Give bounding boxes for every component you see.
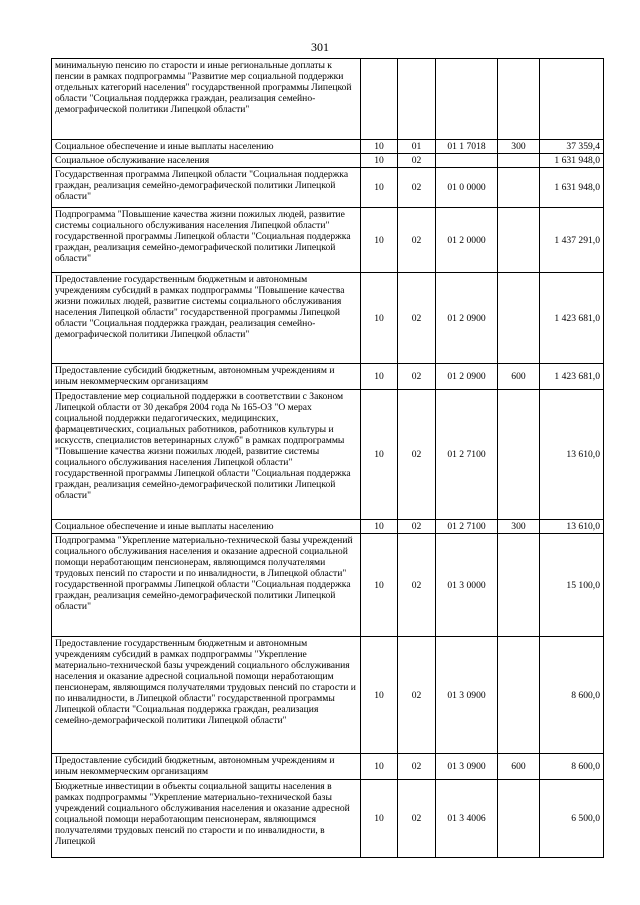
row-subsection: 02 <box>398 273 436 364</box>
row-target-article <box>436 154 498 168</box>
row-amount: 13 610,0 <box>540 520 604 534</box>
row-amount: 13 610,0 <box>540 390 604 520</box>
row-expense-type <box>498 208 540 273</box>
row-name: Социальное обслуживание населения <box>52 154 361 168</box>
row-subsection <box>398 59 436 140</box>
row-section: 10 <box>361 154 398 168</box>
row-amount: 8 600,0 <box>540 637 604 754</box>
row-section: 10 <box>361 534 398 637</box>
row-target-article: 01 2 0900 <box>436 273 498 364</box>
row-target-article: 01 2 7100 <box>436 390 498 520</box>
table-row <box>52 754 604 780</box>
row-name: Подпрограмма "Укрепление материально-технической базы учреждений социального обслуживания населения и оказание адресной социальной помощи неработающим пенсионерам, являющимся получателями трудовых пенсий по старости и по инвалидности, в Липецкой области" государственной программы Липецкой области "Социальная поддержка граждан, реализация семейно-демографической политики Липецкой области" <box>52 534 361 637</box>
table-row <box>52 364 604 390</box>
row-target-article: 01 2 7100 <box>436 520 498 534</box>
row-subsection: 02 <box>398 637 436 754</box>
row-amount: 1 423 681,0 <box>540 364 604 390</box>
row-target-article: 01 0 0000 <box>436 168 498 208</box>
row-name: Предоставление субсидий бюджетным, автономным учреждениям и иным некоммерческим организациям <box>52 364 361 390</box>
row-target-article: 01 2 0900 <box>436 364 498 390</box>
row-expense-type <box>498 534 540 637</box>
row-subsection: 02 <box>398 364 436 390</box>
row-section: 10 <box>361 140 398 154</box>
row-subsection: 02 <box>398 780 436 858</box>
row-name: Предоставление субсидий бюджетным, автономным учреждениям и иным некоммерческим организациям <box>52 754 361 780</box>
row-expense-type <box>498 780 540 858</box>
table-row <box>52 520 604 534</box>
table-row <box>52 534 604 637</box>
page-number: 301 <box>311 40 329 54</box>
row-section <box>361 59 398 140</box>
row-subsection: 02 <box>398 208 436 273</box>
row-amount: 6 500,0 <box>540 780 604 858</box>
table-row <box>52 780 604 858</box>
row-name: Бюджетные инвестиции в объекты социальной защиты населения в рамках подпрограммы "Укрепление материально-технической базы учреждений социального обслуживания населения и оказание адресной социальной помощи неработающим пенсионерам, являющимся получателями трудовых пенсий по старости и по инвалидности, в Липецкой <box>52 780 361 858</box>
row-amount: 15 100,0 <box>540 534 604 637</box>
row-subsection: 02 <box>398 154 436 168</box>
row-amount: 1 423 681,0 <box>540 273 604 364</box>
row-name: минимальную пенсию по старости и иные региональные доплаты к пенсии в рамках подпрограммы "Развитие мер социальной поддержки отдельных категорий населения" государственной программы Липецкой области "Социальная поддержка граждан, реализация семейно-демографической политики Липецкой области" <box>52 59 361 140</box>
row-subsection: 02 <box>398 754 436 780</box>
row-subsection: 02 <box>398 168 436 208</box>
row-section: 10 <box>361 520 398 534</box>
row-expense-type: 600 <box>498 364 540 390</box>
row-name: Подпрограмма "Повышение качества жизни пожилых людей, развитие системы социального обслуживания населения Липецкой области" государственной программы Липецкой области "Социальная поддержка граждан, реализация семейно-демографической политики Липецкой области" <box>52 208 361 273</box>
row-expense-type <box>498 59 540 140</box>
row-section: 10 <box>361 208 398 273</box>
row-subsection: 02 <box>398 534 436 637</box>
row-amount: 1 631 948,0 <box>540 168 604 208</box>
row-target-article: 01 3 4006 <box>436 780 498 858</box>
row-expense-type: 600 <box>498 754 540 780</box>
row-expense-type <box>498 168 540 208</box>
row-expense-type <box>498 390 540 520</box>
row-name: Предоставление государственным бюджетным и автономным учреждениям субсидий в рамках подпрограммы "Повышение качества жизни пожилых людей, развитие системы социального обслуживания населения Липецкой области" государственной программы Липецкой области "Социальная поддержка граждан, реализация семейно-демографической политики Липецкой области" <box>52 273 361 364</box>
row-target-article: 01 3 0900 <box>436 637 498 754</box>
row-section: 10 <box>361 780 398 858</box>
row-amount: 1 437 291,0 <box>540 208 604 273</box>
row-name: Государственная программа Липецкой области "Социальная поддержка граждан, реализация семейно-демографической политики Липецкой области" <box>52 168 361 208</box>
table-row <box>52 273 604 364</box>
row-subsection: 02 <box>398 520 436 534</box>
row-amount: 8 600,0 <box>540 754 604 780</box>
row-expense-type <box>498 637 540 754</box>
row-section: 10 <box>361 637 398 754</box>
row-amount <box>540 59 604 140</box>
table-row <box>52 168 604 208</box>
row-name: Социальное обеспечение и иные выплаты населению <box>52 140 361 154</box>
row-section: 10 <box>361 273 398 364</box>
budget-table <box>51 58 604 858</box>
row-expense-type: 300 <box>498 140 540 154</box>
row-target-article <box>436 59 498 140</box>
table-row <box>52 390 604 520</box>
row-name: Социальное обеспечение и иные выплаты населению <box>52 520 361 534</box>
row-section: 10 <box>361 364 398 390</box>
row-target-article: 01 1 7018 <box>436 140 498 154</box>
row-amount: 1 631 948,0 <box>540 154 604 168</box>
row-target-article: 01 3 0000 <box>436 534 498 637</box>
row-expense-type <box>498 273 540 364</box>
row-amount: 37 359,4 <box>540 140 604 154</box>
row-subsection: 01 <box>398 140 436 154</box>
row-subsection: 02 <box>398 390 436 520</box>
row-expense-type: 300 <box>498 520 540 534</box>
row-name: Предоставление государственным бюджетным и автономным учреждениям субсидий в рамках подпрограммы "Укрепление материально-технической базы учреждений социального обслуживания населения и оказание адресной социальной помощи неработающим пенсионерам, являющимся получателями трудовых пенсий по старости и по инвалидности, в Липецкой области" государственной программы Липецкой области "Социальная поддержка граждан, реализация семейно-демографической политики Липецкой области" <box>52 637 361 754</box>
row-section: 10 <box>361 168 398 208</box>
table-row <box>52 637 604 754</box>
row-expense-type <box>498 154 540 168</box>
table-row <box>52 59 604 140</box>
table-row <box>52 140 604 154</box>
table-row <box>52 208 604 273</box>
row-name: Предоставление мер социальной поддержки в соответствии с Законом Липецкой области от 30 декабря 2004 года № 165-ОЗ "О мерах социальной поддержки педагогических, медицинских, фармацевтических, социальных работников, работников культуры и искусств, специалистов ветеринарных служб" в рамках подпрограммы "Повышение качества жизни пожилых людей, развитие системы социального обслуживания населения Липецкой области" государственной программы Липецкой области "Социальная поддержка граждан, реализация семейно-демографической политики Липецкой области" <box>52 390 361 520</box>
table-row <box>52 154 604 168</box>
row-target-article: 01 2 0000 <box>436 208 498 273</box>
row-section: 10 <box>361 754 398 780</box>
row-target-article: 01 3 0900 <box>436 754 498 780</box>
row-section: 10 <box>361 390 398 520</box>
